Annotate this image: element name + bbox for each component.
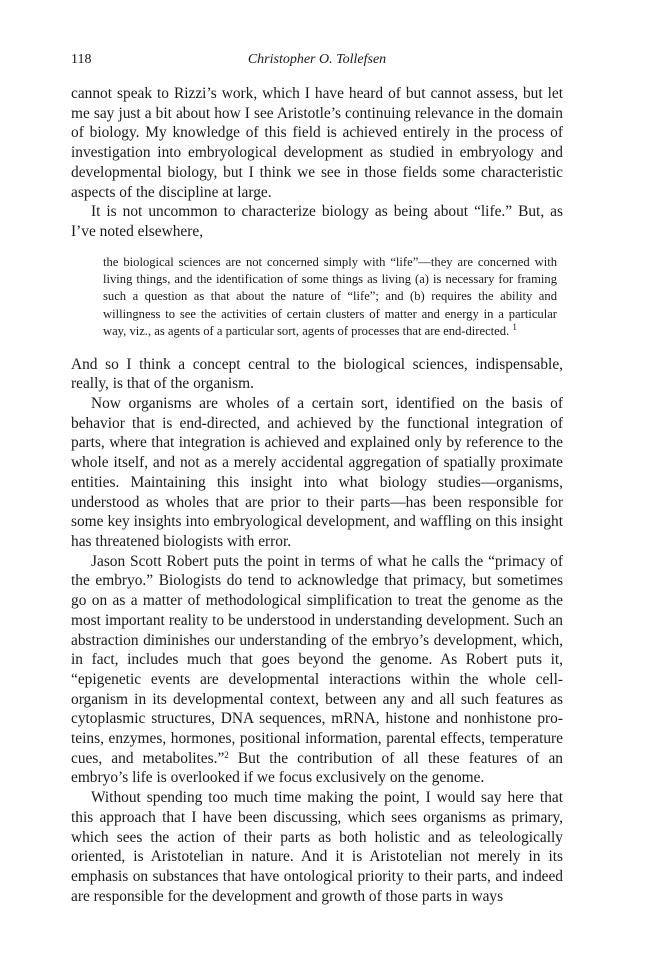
paragraph-5-text: Jason Scott Robert puts the point in terms of what he calls the “primacy of the embryo.” Biologists do tend to acknowledge that primacy, but sometimes go on as a matter of methodological simplification to treat the genome as the most important reality to be understood in understanding development. Such an abstraction diminishes our understanding of the embryo’s development, which, in fact, includes much that goes beyond the genome. As Robert puts it, “epigenetic events are developmental interactions within the whole cell-organism in its developmental context, between any and all such features as cytoplasmic structures, DNA sequences, mRNA, histone and nonhistone proteins, enzymes, hormones, positional information, parental effects, temperature cues, and metabolites.” (71, 552, 563, 767)
paragraph-6: Without spending too much time making the point, I would say here that this approach that I have been discussing, which sees organisms as primary, which sees the action of their parts as both holistic and as teleologically oriented, is Aristotelian in nature. And it is Aristotelian not merely in its emphasis on substances that have ontological priority to their parts, and indeed are responsible for the development and growth of those parts in ways (71, 789, 563, 905)
footnote-ref-2: 2 (224, 749, 229, 760)
paragraph-3: And so I think a concept central to the biological sciences, indispensable, really, is that of the organism. (71, 355, 563, 393)
block-quote-text: the biological sciences are not concerned simply with “life”—they are concerned with living things, and the identification of some things as living (a) is necessary for framing such a question as that about the nature of “life”; and (b) requires the ability and willingness to see the activities of certain clusters of matter and energy in a particular way, viz., as agents of a particular sort, agents of processes that are end-directed. (103, 254, 557, 339)
footnote-ref-1: 1 (512, 322, 517, 333)
paragraph-2: It is not uncommon to characterize biology as being about “life.” But, as I’ve noted elsewhere, (71, 203, 563, 240)
paragraph-5 (71, 552, 563, 788)
page-number: 118 (71, 52, 92, 67)
paragraph-5-end: But the contribution of all these features of an embryo’s life is overlooked if we focus exclusively on the genome. (71, 749, 563, 787)
paragraph-1: cannot speak to Rizzi’s work, which I have heard of but cannot assess, but let me say just a bit about how I see Aristotle’s continuing relevance in the domain of biology. My knowledge of this field is achieved entirely in the process of investigation into embryological development as studied in embryology and developmental biology, but I think we see in those fields some characteristic aspects of the discipline at large. (71, 85, 563, 201)
book-page (71, 52, 563, 906)
running-title: Christopher O. Tollefsen (247, 52, 387, 67)
paragraph-4: Now organisms are wholes of a certain sort, identified on the basis of behavior that is end-directed, and achieved by the functional integration of parts, where that integration is achieved and explained only by reference to the whole itself, and not as a merely accidental aggregation of spatially proximate entities. Maintaining this insight into what biology studies—organisms, understood as wholes that are prior to their parts—has been responsible for some key insights into embryological development, and waffling on this insight has threatened biologists with error. (71, 395, 563, 550)
running-head (71, 52, 563, 76)
block-quote (103, 254, 557, 341)
